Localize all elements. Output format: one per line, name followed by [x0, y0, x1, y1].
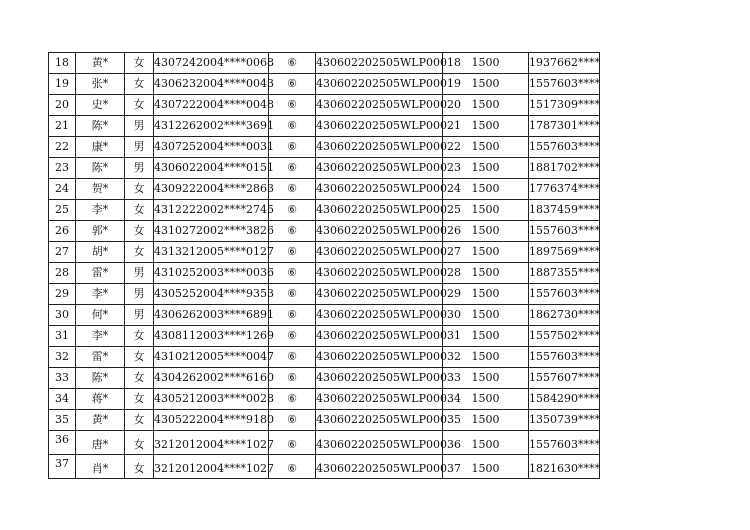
phone-cell: 1517309****	[529, 95, 600, 116]
amount-cell: 1500	[443, 389, 529, 410]
name-cell: 肖*	[76, 455, 125, 479]
gender-cell: 男	[125, 158, 154, 179]
phone-cell: 1557603****	[529, 431, 600, 455]
phone-cell: 1897569****	[529, 242, 600, 263]
name-cell: 李*	[76, 200, 125, 221]
circled-six-icon: ⑥	[269, 431, 316, 455]
row-number: 35	[49, 410, 76, 431]
name-cell: 郭*	[76, 221, 125, 242]
account-number-cell: 430602202505WLP00027	[316, 242, 443, 263]
id-number-cell: 4305252004****9353	[154, 284, 269, 305]
gender-cell: 男	[125, 305, 154, 326]
row-number: 23	[49, 158, 76, 179]
circled-six-icon: ⑥	[269, 284, 316, 305]
gender-cell: 女	[125, 347, 154, 368]
gender-cell: 女	[125, 221, 154, 242]
amount-cell: 1500	[443, 53, 529, 74]
gender-cell: 女	[125, 179, 154, 200]
gender-cell: 女	[125, 326, 154, 347]
circled-six-icon: ⑥	[269, 410, 316, 431]
gender-cell: 女	[125, 53, 154, 74]
account-number-cell: 430602202505WLP00024	[316, 179, 443, 200]
account-number-cell: 430602202505WLP00022	[316, 137, 443, 158]
account-number-cell: 430602202505WLP00026	[316, 221, 443, 242]
phone-cell: 1837459****	[529, 200, 600, 221]
amount-cell: 1500	[443, 263, 529, 284]
table-row	[49, 305, 600, 326]
circled-six-icon: ⑥	[269, 263, 316, 284]
id-number-cell: 4307242004****0068	[154, 53, 269, 74]
amount-cell: 1500	[443, 179, 529, 200]
name-cell: 陈*	[76, 116, 125, 137]
id-number-cell: 4310212005****0047	[154, 347, 269, 368]
account-number-cell: 430602202505WLP00035	[316, 410, 443, 431]
account-number-cell: 430602202505WLP00028	[316, 263, 443, 284]
id-number-cell: 4305222004****9180	[154, 410, 269, 431]
circled-six-icon: ⑥	[269, 455, 316, 479]
circled-six-icon: ⑥	[269, 368, 316, 389]
gender-cell: 男	[125, 284, 154, 305]
phone-cell: 1887355****	[529, 263, 600, 284]
name-cell: 雷*	[76, 263, 125, 284]
circled-six-icon: ⑥	[269, 389, 316, 410]
id-number-cell: 4312262002****3691	[154, 116, 269, 137]
circled-six-icon: ⑥	[269, 179, 316, 200]
account-number-cell: 430602202505WLP00018	[316, 53, 443, 74]
row-number: 30	[49, 305, 76, 326]
table-row	[49, 347, 600, 368]
account-number-cell: 430602202505WLP00034	[316, 389, 443, 410]
phone-cell: 1862730****	[529, 305, 600, 326]
table-row	[49, 431, 600, 455]
row-number: 26	[49, 221, 76, 242]
name-cell: 胡*	[76, 242, 125, 263]
amount-cell: 1500	[443, 242, 529, 263]
name-cell: 陈*	[76, 368, 125, 389]
phone-cell: 1350739****	[529, 410, 600, 431]
account-number-cell: 430602202505WLP00036	[316, 431, 443, 455]
gender-cell: 女	[125, 389, 154, 410]
circled-six-icon: ⑥	[269, 200, 316, 221]
id-number-cell: 4312222002****2745	[154, 200, 269, 221]
circled-six-icon: ⑥	[269, 74, 316, 95]
phone-cell: 1557603****	[529, 347, 600, 368]
row-number: 22	[49, 137, 76, 158]
amount-cell: 1500	[443, 74, 529, 95]
name-cell: 史*	[76, 95, 125, 116]
row-number: 37	[49, 455, 76, 479]
circled-six-icon: ⑥	[269, 326, 316, 347]
id-number-cell: 4304262002****6160	[154, 368, 269, 389]
circled-six-icon: ⑥	[269, 53, 316, 74]
row-number: 24	[49, 179, 76, 200]
phone-cell: 1557603****	[529, 137, 600, 158]
table-body	[49, 53, 600, 479]
name-cell: 雷*	[76, 347, 125, 368]
amount-cell: 1500	[443, 95, 529, 116]
table-row	[49, 200, 600, 221]
row-number: 21	[49, 116, 76, 137]
account-number-cell: 430602202505WLP00019	[316, 74, 443, 95]
gender-cell: 女	[125, 200, 154, 221]
name-cell: 张*	[76, 74, 125, 95]
phone-cell: 1557603****	[529, 221, 600, 242]
account-number-cell: 430602202505WLP00021	[316, 116, 443, 137]
phone-cell: 1584290****	[529, 389, 600, 410]
table-row	[49, 158, 600, 179]
phone-cell: 1557603****	[529, 284, 600, 305]
amount-cell: 1500	[443, 431, 529, 455]
table-row	[49, 116, 600, 137]
row-number: 34	[49, 389, 76, 410]
id-number-cell: 4306022004****0151	[154, 158, 269, 179]
gender-cell: 女	[125, 368, 154, 389]
account-number-cell: 430602202505WLP00033	[316, 368, 443, 389]
gender-cell: 女	[125, 242, 154, 263]
phone-cell: 1881702****	[529, 158, 600, 179]
gender-cell: 女	[125, 95, 154, 116]
account-number-cell: 430602202505WLP00025	[316, 200, 443, 221]
row-number: 20	[49, 95, 76, 116]
phone-cell: 1787301****	[529, 116, 600, 137]
roster-table	[48, 52, 600, 479]
id-number-cell: 4306232004****0043	[154, 74, 269, 95]
amount-cell: 1500	[443, 368, 529, 389]
gender-cell: 男	[125, 116, 154, 137]
account-number-cell: 430602202505WLP00031	[316, 326, 443, 347]
phone-cell: 1937662****	[529, 53, 600, 74]
phone-cell: 1557607****	[529, 368, 600, 389]
account-number-cell: 430602202505WLP00030	[316, 305, 443, 326]
name-cell: 李*	[76, 326, 125, 347]
name-cell: 陈*	[76, 158, 125, 179]
amount-cell: 1500	[443, 347, 529, 368]
account-number-cell: 430602202505WLP00020	[316, 95, 443, 116]
account-number-cell: 430602202505WLP00023	[316, 158, 443, 179]
id-number-cell: 4310252003****0036	[154, 263, 269, 284]
circled-six-icon: ⑥	[269, 242, 316, 263]
circled-six-icon: ⑥	[269, 158, 316, 179]
row-number: 18	[49, 53, 76, 74]
gender-cell: 女	[125, 455, 154, 479]
id-number-cell: 3212012004****1027	[154, 455, 269, 479]
table-row	[49, 95, 600, 116]
circled-six-icon: ⑥	[269, 305, 316, 326]
phone-cell: 1557502****	[529, 326, 600, 347]
circled-six-icon: ⑥	[269, 137, 316, 158]
id-number-cell: 4313212005****0127	[154, 242, 269, 263]
name-cell: 何*	[76, 305, 125, 326]
id-number-cell: 4309222004****2863	[154, 179, 269, 200]
gender-cell: 女	[125, 410, 154, 431]
table-row	[49, 137, 600, 158]
table-row	[49, 242, 600, 263]
id-number-cell: 4310272002****3826	[154, 221, 269, 242]
row-number: 28	[49, 263, 76, 284]
table-row	[49, 179, 600, 200]
table-row	[49, 326, 600, 347]
amount-cell: 1500	[443, 326, 529, 347]
amount-cell: 1500	[443, 221, 529, 242]
phone-cell: 1821630****	[529, 455, 600, 479]
row-number: 25	[49, 200, 76, 221]
amount-cell: 1500	[443, 158, 529, 179]
name-cell: 康*	[76, 137, 125, 158]
name-cell: 蒋*	[76, 389, 125, 410]
table-row	[49, 53, 600, 74]
gender-cell: 女	[125, 74, 154, 95]
name-cell: 唐*	[76, 431, 125, 455]
row-number: 19	[49, 74, 76, 95]
table-row	[49, 263, 600, 284]
id-number-cell: 4307222004****0048	[154, 95, 269, 116]
table-row	[49, 455, 600, 479]
name-cell: 黄*	[76, 410, 125, 431]
account-number-cell: 430602202505WLP00029	[316, 284, 443, 305]
name-cell: 李*	[76, 284, 125, 305]
circled-six-icon: ⑥	[269, 221, 316, 242]
table-row	[49, 221, 600, 242]
row-number: 31	[49, 326, 76, 347]
table-row	[49, 284, 600, 305]
amount-cell: 1500	[443, 455, 529, 479]
row-number: 29	[49, 284, 76, 305]
amount-cell: 1500	[443, 116, 529, 137]
row-number: 32	[49, 347, 76, 368]
id-number-cell: 4308112003****1269	[154, 326, 269, 347]
table-row	[49, 74, 600, 95]
amount-cell: 1500	[443, 200, 529, 221]
amount-cell: 1500	[443, 284, 529, 305]
gender-cell: 男	[125, 137, 154, 158]
row-number: 33	[49, 368, 76, 389]
amount-cell: 1500	[443, 305, 529, 326]
phone-cell: 1776374****	[529, 179, 600, 200]
amount-cell: 1500	[443, 137, 529, 158]
id-number-cell: 4306262003****6891	[154, 305, 269, 326]
gender-cell: 男	[125, 263, 154, 284]
table-row	[49, 410, 600, 431]
id-number-cell: 4307252004****0031	[154, 137, 269, 158]
account-number-cell: 430602202505WLP00037	[316, 455, 443, 479]
phone-cell: 1557603****	[529, 74, 600, 95]
amount-cell: 1500	[443, 410, 529, 431]
row-number: 36	[49, 431, 76, 455]
id-number-cell: 3212012004****1027	[154, 431, 269, 455]
table-row	[49, 368, 600, 389]
account-number-cell: 430602202505WLP00032	[316, 347, 443, 368]
circled-six-icon: ⑥	[269, 116, 316, 137]
name-cell: 黄*	[76, 53, 125, 74]
circled-six-icon: ⑥	[269, 347, 316, 368]
circled-six-icon: ⑥	[269, 95, 316, 116]
id-number-cell: 4305212003****0028	[154, 389, 269, 410]
table-row	[49, 389, 600, 410]
gender-cell: 女	[125, 431, 154, 455]
name-cell: 贺*	[76, 179, 125, 200]
row-number: 27	[49, 242, 76, 263]
